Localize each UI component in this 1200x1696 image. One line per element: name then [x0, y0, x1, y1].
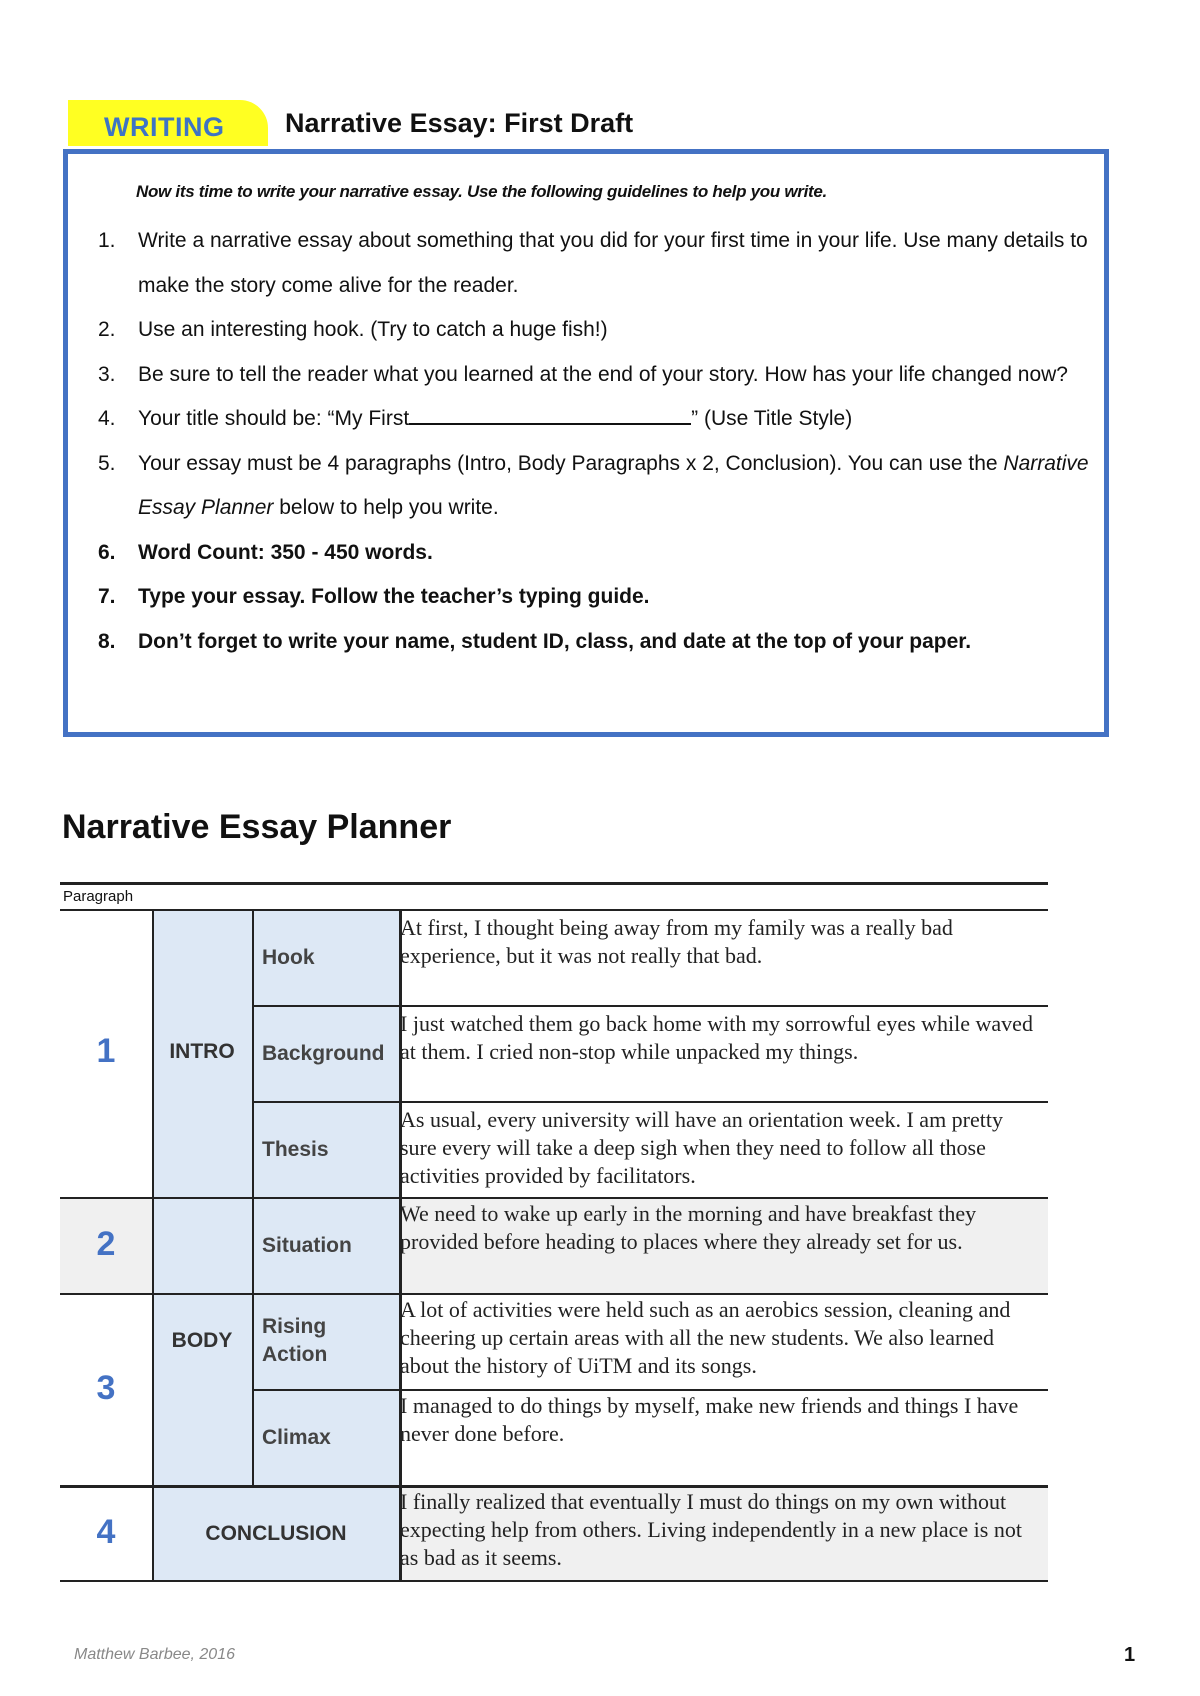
list-item: [98, 575, 1098, 620]
table-bottom-rule: [60, 1580, 1048, 1582]
list-item: [98, 442, 1098, 531]
planner-table: [60, 882, 1048, 1582]
list-item-text: Type your essay. Follow the teacher’s typing guide.: [138, 585, 650, 608]
list-item-text-post: ” (Use Title Style): [691, 407, 853, 430]
list-item-number: 7.: [98, 585, 116, 608]
list-item: [98, 397, 1098, 442]
paragraph-rule: [60, 1293, 1048, 1295]
paragraph-column-header: Paragraph: [63, 888, 134, 905]
content-rising-action: A lot of activities were held such as an aerobics session, cleaning and cheering up certain areas with all the new students. We also learned about the history of UiTM and its songs.: [400, 1297, 1011, 1378]
paragraph-number-4: 4: [96, 1513, 116, 1551]
list-item: [98, 353, 1098, 398]
row-rule: [252, 1101, 1048, 1103]
part-label-hook: Hook: [262, 946, 315, 969]
paragraph-number-3: 3: [96, 1369, 116, 1407]
list-item-text-pre: Your title should be: “My First: [138, 407, 410, 430]
list-item-text-post: below to help you write.: [273, 496, 499, 519]
list-item: [98, 620, 1098, 665]
part-label-rising-action: Rising Action: [262, 1315, 328, 1366]
content-situation: We need to wake up early in the morning and have breakfast they provided before heading to places where they already set for us.: [400, 1201, 977, 1254]
list-item-number: 6.: [98, 540, 116, 564]
row-rule: [252, 1005, 1048, 1007]
writing-tab: [68, 100, 268, 146]
section-label-intro: INTRO: [169, 1040, 235, 1063]
column-rule: [252, 910, 254, 1486]
list-item-number: 8.: [98, 629, 116, 653]
content-thesis: As usual, every university will have an orientation week. I am pretty sure every will take a deep sigh when they need to follow all those activities provided by facilitators.: [400, 1107, 1003, 1188]
paragraph-number-1: 1: [96, 1032, 116, 1070]
header-rule: [60, 909, 1048, 911]
list-item-text: Be sure to tell the reader what you learned at the end of your story. How has your life changed now?: [138, 362, 1068, 386]
list-item-text-pre: Your essay must be 4 paragraphs (Intro, Body Paragraphs x 2, Conclusion). You can use the: [138, 451, 1004, 475]
list-item: [98, 531, 1098, 576]
column-rule: [152, 910, 154, 1582]
content-conclusion: I finally realized that eventually I must do things on my own without expecting help from others. Living independently in a new place is not as bad as it seems.: [400, 1489, 1022, 1570]
paragraph-number-2: 2: [96, 1225, 116, 1263]
list-item-text: Use an interesting hook. (Try to catch a huge fish!): [138, 318, 608, 341]
section-label-body: BODY: [171, 1329, 233, 1352]
list-item-number: 3.: [98, 362, 116, 386]
part-label-climax: Climax: [262, 1426, 331, 1449]
footer-author: Matthew Barbee, 2016: [74, 1646, 235, 1663]
title-blank-line: [409, 403, 691, 425]
writing-tab-label: WRITING: [104, 112, 225, 142]
instructions-list: [98, 219, 1098, 664]
planner-title: Narrative Essay Planner: [62, 808, 452, 846]
list-item-text: Write a narrative essay about something that you did for your first time in your life. Use many details to make the story come alive for the reader.: [138, 229, 1088, 297]
row-rule: [252, 1389, 1048, 1391]
page-number: 1: [1124, 1644, 1136, 1666]
instructions-box: [63, 149, 1109, 737]
part-label-background: Background: [262, 1042, 385, 1065]
list-item-text: Don’t forget to write your name, student ID, class, and date at the top of your paper.: [138, 629, 972, 653]
table-top-rule: [60, 882, 1048, 885]
content-climax: I managed to do things by myself, make new friends and things I have never done before.: [400, 1393, 1019, 1446]
content-hook: At first, I thought being away from my family was a really bad experience, but it was not really that bad.: [400, 915, 953, 968]
list-item-number: 5.: [98, 451, 116, 475]
paragraph-rule: [60, 1197, 1048, 1199]
list-item: [98, 219, 1098, 308]
section-label-conclusion: CONCLUSION: [205, 1522, 347, 1545]
list-item: [98, 308, 1098, 353]
instructions-intro: Now its time to write your narrative essay. Use the following guidelines to help you write.: [136, 182, 827, 201]
part-label-situation: Situation: [262, 1234, 352, 1257]
list-item-number: 2.: [98, 318, 116, 341]
part-label-thesis: Thesis: [262, 1138, 329, 1161]
document-title: Narrative Essay: First Draft: [285, 108, 634, 138]
list-item-text: Word Count: 350 - 450 words.: [138, 540, 433, 564]
content-background: I just watched them go back home with my sorrowful eyes while waved at them. I cried non-stop while unpacked my things.: [400, 1011, 1033, 1064]
list-item-number: 1.: [98, 229, 116, 252]
list-item-number: 4.: [98, 407, 116, 430]
planner-reference: Narrative Essay Planner: [138, 451, 1089, 519]
